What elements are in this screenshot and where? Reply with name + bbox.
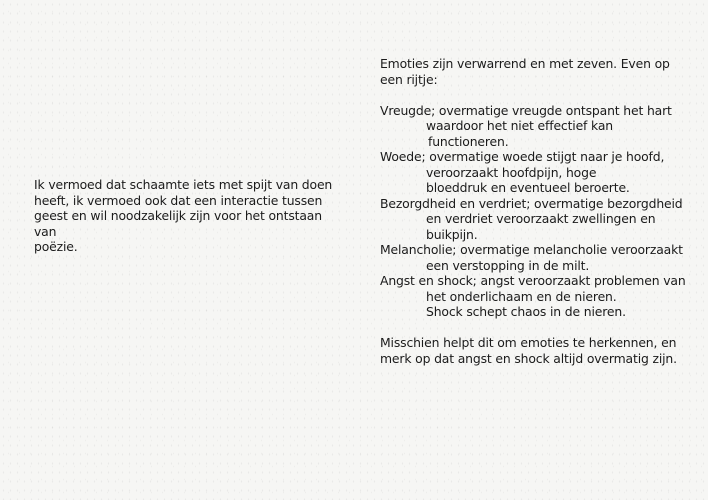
emotion-entry-vreugde: [380, 103, 700, 150]
entry-continuation: waardoor het niet effectief kan: [426, 118, 614, 133]
entry-continuation: Shock schept chaos in de nieren.: [426, 304, 626, 319]
outro-line: merk op dat angst en shock altijd overmatig zijn.: [380, 350, 677, 366]
entry-head: Woede; overmatige woede stijgt naar je hoofd,: [380, 149, 665, 164]
emotion-entry-angst: [380, 273, 700, 320]
outro-line: Misschien helpt dit om emoties te herkennen, en: [380, 335, 677, 350]
emotion-entry-bezorgdheid: [380, 196, 700, 243]
left-line: poëzie.: [34, 239, 78, 254]
entry-head: Melancholie; overmatige melancholie veroorzaakt: [380, 242, 683, 257]
left-line: heeft, ik vermoed ook dat een interactie tussen: [34, 192, 323, 208]
intro-line: Emoties zijn verwarrend en met zeven. Even op: [380, 56, 670, 71]
right-column: [380, 56, 700, 366]
entry-continuation: en verdriet veroorzaakt zwellingen en: [426, 211, 656, 226]
intro-line: een rijtje:: [380, 71, 438, 87]
emotion-entry-melancholie: [380, 242, 700, 273]
outro-paragraph: [380, 335, 700, 366]
left-paragraph: [34, 177, 334, 255]
intro-paragraph: [380, 56, 700, 87]
entry-continuation: buikpijn.: [426, 226, 478, 242]
entry-head: Bezorgdheid en verdriet; overmatige bezorgdheid: [380, 195, 683, 211]
entry-continuation: veroorzaakt hoofdpijn, hoge: [426, 164, 597, 180]
entry-continuation: het onderlichaam en de nieren.: [426, 288, 617, 304]
entry-continuation: een verstopping in de milt.: [426, 257, 590, 273]
left-line: Ik vermoed dat schaamte iets met spijt van doen: [34, 177, 333, 192]
emotion-entry-woede: [380, 149, 700, 196]
entry-head: Angst en shock; angst veroorzaakt problemen van: [380, 273, 686, 288]
entry-continuation: bloeddruk en eventueel beroerte.: [426, 180, 630, 195]
left-line: geest en wil noodzakelijk zijn voor het ontstaan van: [34, 208, 322, 239]
entry-head: Vreugde; overmatige vreugde ontspant het hart: [380, 102, 672, 118]
entry-continuation: functioneren.: [428, 133, 509, 149]
